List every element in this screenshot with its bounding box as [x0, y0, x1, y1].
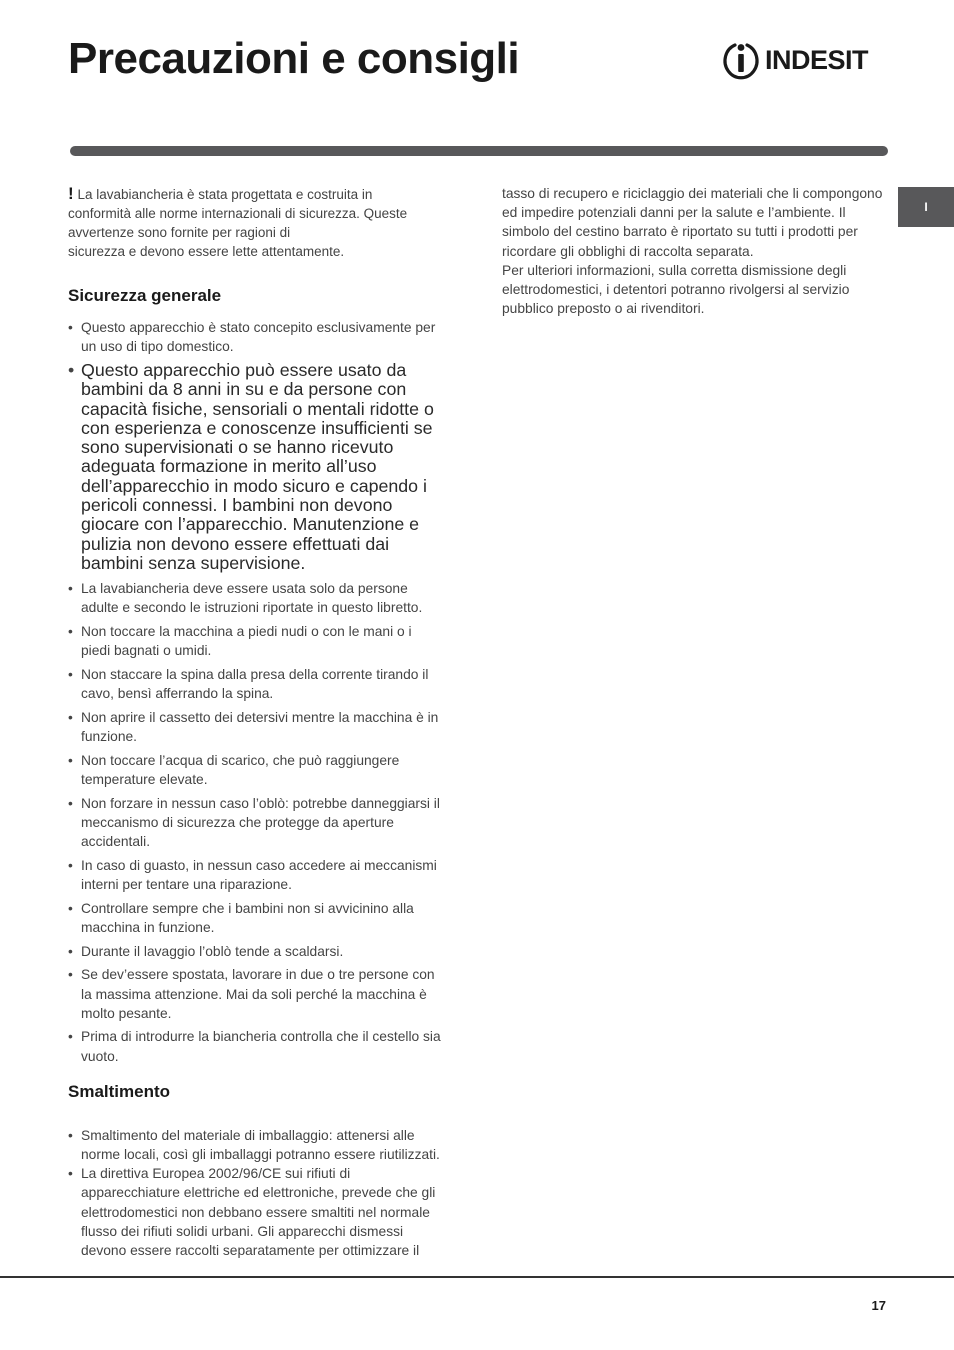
indesit-logo-icon	[721, 39, 761, 81]
list-item: • La direttiva Europea 2002/96/CE sui rifiuti di apparecchiature elettriche ed elettroniche, prevede che gli elettrodomestici non debbano essere smaltiti nel normale flusso dei rifiuti solidi urbani. Gli apparecchi dismessi devono essere raccolti separatamente per ottimizzare il	[68, 1164, 444, 1260]
list-item: • Prima di introdurre la biancheria controlla che il cestello sia vuoto.	[68, 1027, 444, 1065]
list-item: • Non toccare l’acqua di scarico, che può raggiungere temperature elevate.	[68, 751, 444, 789]
page-title: Precauzioni e consigli	[68, 34, 520, 83]
disposal-continuation: tasso di recupero e riciclaggio dei materiali che li compongono ed impedire potenziali danni per la salute e l’ambiente. Il simbolo del cestino barrato è riportato su tutti i prodotti per ricordare gli obblighi di raccolta separata.	[502, 186, 883, 259]
right-column	[502, 184, 888, 318]
intro-line: conformità alle norme internazionali di sicurezza. Queste	[68, 206, 408, 221]
list-item: • Non toccare la macchina a piedi nudi o con le mani o i piedi bagnati o umidi.	[68, 622, 444, 660]
list-item: • Questo apparecchio può essere usato da bambini da 8 anni in su e da persone con capacità fisiche, sensoriali o mentali ridotte o con esperienza e conoscenze insufficienti se sono supervisionati o se hanno ricevuto adeguata formazione in merito all’uso dell’apparecchio in modo sicuro e capendo i pericoli connessi. I bambini non devono giocare con l’apparecchio. Manutenzione e pulizia non devono essere effettuati dai bambini senza supervisione.	[68, 361, 444, 573]
list-item: • Controllare sempre che i bambini non si avvicinino alla macchina in funzione.	[68, 899, 444, 937]
list-item: • Durante il lavaggio l’oblò tende a scaldarsi.	[68, 942, 444, 961]
list-item: • In caso di guasto, in nessun caso accedere ai meccanismi interni per tentare una riparazione.	[68, 856, 444, 894]
list-item: • Non staccare la spina dalla presa della corrente tirando il cavo, bensì afferrando la spina.	[68, 665, 444, 703]
disposal-list	[68, 1126, 444, 1260]
list-item: • Se dev’essere spostata, lavorare in due o tre persone con la massima attenzione. Mai da soli perché la macchina è molto pesante.	[68, 965, 444, 1023]
general-safety-heading: Sicurezza generale	[68, 286, 222, 305]
footer-divider	[0, 1276, 954, 1278]
disposal-more-info: Per ulteriori informazioni, sulla corretta dismissione degli elettrodomestici, i detentori potranno rivolgersi al servizio pubblico preposto o ai rivenditori.	[502, 262, 850, 317]
list-item: • La lavabiancheria deve essere usata solo da persone adulte e secondo le istruzioni riportate in questo libretto.	[68, 579, 444, 617]
list-item: • Non forzare in nessun caso l’oblò: potrebbe danneggiarsi il meccanismo di sicurezza che protegge da aperture accidentali.	[68, 794, 444, 852]
intro-line: avvertenze sono fornite per ragioni di	[68, 225, 291, 240]
intro-line: La lavabiancheria è stata progettata e costruita in	[77, 187, 373, 202]
list-item: • Questo apparecchio è stato concepito esclusivamente per un uso di tipo domestico.	[68, 318, 444, 356]
header-divider	[70, 146, 888, 156]
brand-name: INDESIT	[765, 44, 869, 75]
general-safety-list	[68, 318, 444, 1066]
intro-warning	[68, 184, 444, 261]
warning-mark: !	[68, 184, 74, 203]
left-column	[68, 184, 444, 1260]
language-tab: I	[898, 187, 954, 227]
page-number: 17	[871, 1298, 886, 1313]
disposal-heading: Smaltimento	[68, 1081, 171, 1101]
list-item: • Non aprire il cassetto dei detersivi mentre la macchina è in funzione.	[68, 708, 444, 746]
intro-line: sicurezza e devono essere lette attentamente.	[68, 244, 345, 259]
brand-logo	[721, 38, 883, 82]
list-item: • Smaltimento del materiale di imballaggio: attenersi alle norme locali, così gli imballaggi potranno essere riutilizzati.	[68, 1126, 444, 1164]
